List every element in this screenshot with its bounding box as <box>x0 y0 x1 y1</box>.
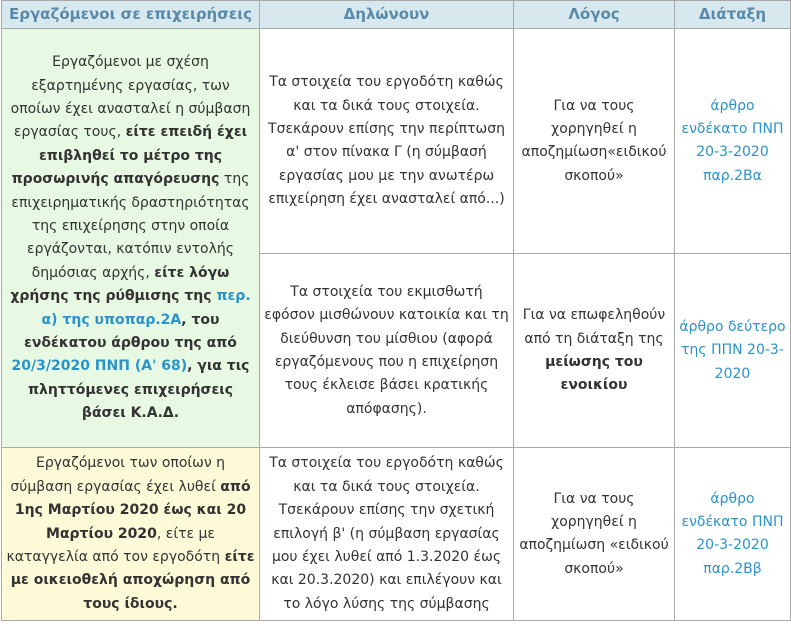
header-employees: Εργαζόμενοι σε επιχειρήσεις <box>2 1 260 29</box>
provision-cell[interactable] <box>675 448 791 621</box>
header-provision: Διάταξη <box>675 1 791 29</box>
law-reference-link[interactable]: περ. α) της υποπαρ.2Α <box>41 288 251 328</box>
provision-cell[interactable] <box>675 254 791 448</box>
bold-text-segment: , του ενδέκατου άρθρου της από <box>24 311 237 352</box>
table-row <box>2 448 791 621</box>
declare-cell: Τα στοιχεία του εκμισθωτή εφόσον μισθώνουν κατοικία και τη διεύθυνση του μίσθιου (αφορά εργαζόμενους που η επιχείρηση τους έκλεισε βάσει κρατικής απόφασης). <box>260 254 514 448</box>
employees-text <box>10 54 250 421</box>
employees-cell-terminated <box>2 448 260 621</box>
declare-cell: Τα στοιχεία του εργοδότη καθώς και τα δικά τους στοιχεία. Τσεκάρουν επίσης την περίπτωση α' στον πίνακα Γ (η σύμβασή εργασίας μου με την ανωτέρω επιχείρηση έχει ανασταλεί από...) <box>260 29 514 254</box>
benefits-table <box>1 0 791 621</box>
bold-text-segment: από 1ης Μαρτίου 2020 έως και 20 Μαρτίου 2020 <box>14 478 251 542</box>
header-row <box>2 1 791 29</box>
bold-text-segment: είτε λόγω χρήσης της ρύθμισης της <box>10 264 230 305</box>
reason-cell <box>514 254 675 448</box>
provision-link[interactable]: άρθρο ενδέκατο ΠΝΠ 20-3-2020 παρ.2Βα <box>681 97 784 184</box>
reason-cell: Για να τους χορηγηθεί η αποζημίωση«ειδικού σκοπού» <box>514 29 675 254</box>
table-row <box>2 29 791 254</box>
reason-bold-text: μείωσης του ενοικίου <box>545 353 643 394</box>
reason-text: Για να επωφεληθούν από τη διάταξη της <box>522 307 666 347</box>
text-segment: Εργαζόμενοι των οποίων η σύμβαση εργασίας έχει λυθεί <box>10 455 226 495</box>
provision-link[interactable]: άρθρο δεύτερο της ΠΠΝ 20-3-2020 <box>679 318 786 382</box>
bold-text-segment: είτε με οικειοθελή αποχώρηση από τους ίδιους. <box>10 549 255 612</box>
provision-link[interactable]: άρθρο ενδέκατο ΠΝΠ 20-3-2020 παρ.2Ββ <box>681 490 784 577</box>
employees-cell-suspended <box>2 29 260 448</box>
provision-cell[interactable] <box>675 29 791 254</box>
bold-text-segment: είτε επειδή έχει επιβληθεί το μέτρο της προσωρινής απαγόρευσης <box>11 124 248 188</box>
bold-text-segment: , για τις πληττόμενες επιχειρήσεις βάσει Κ.Α.Δ. <box>27 358 250 422</box>
text-segment: , είτε με καταγγελία από τον εργοδότη <box>6 525 225 566</box>
reason-cell: Για να τους χορηγηθεί η αποζημίωση «ειδικού σκοπού» <box>514 448 675 621</box>
text-segment: Εργαζόμενοι με σχέση εξαρτημένης εργασίας, των οποίων έχει ανασταλεί η σύμβαση εργασίας τους, <box>10 54 251 141</box>
employees-text <box>6 455 254 611</box>
declare-cell: Τα στοιχεία του εργοδότη καθώς και τα δικά τους στοιχεία. Τσεκάρουν επίσης την σχετική επιλογή β' (η σύμβαση εργασίας μου έχει λυθεί από 1.3.2020 έως και 20.3.2020) και επιλέγουν και το λόγο λύσης της σύμβασης <box>260 448 514 621</box>
header-reason: Λόγος <box>514 1 675 29</box>
text-segment: της επιχειρηματικής δραστηριότητας της επιχείρησης στην οποία εργάζονται, κατόπιν εντολής δημόσιας αρχής, <box>11 171 250 281</box>
law-reference-link[interactable]: 20/3/2020 ΠΝΠ (Α' 68) <box>11 358 188 375</box>
header-declare: Δηλώνουν <box>260 1 514 29</box>
